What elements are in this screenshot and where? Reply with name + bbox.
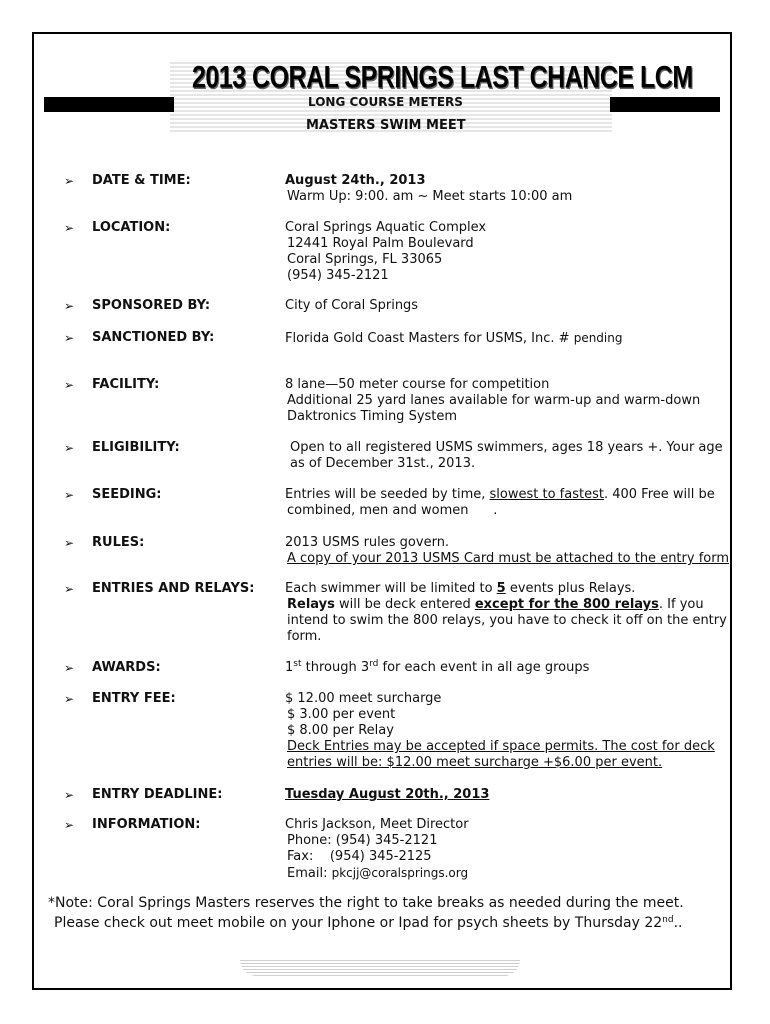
arrow-bullet-icon: ➢ xyxy=(64,818,75,832)
entries-text: events plus Relays. xyxy=(509,581,636,596)
section-label: SPONSORED BY: xyxy=(92,298,211,313)
relays-exception: except for the 800 relays xyxy=(474,597,659,612)
arrow-bullet-icon: ➢ xyxy=(64,174,75,188)
section-value xyxy=(285,377,725,425)
section-label: LOCATION: xyxy=(92,220,171,235)
fee-deck-line: Deck Entries may be accepted if space permits. The cost for deck xyxy=(287,739,715,754)
fee-line: $ 8.00 per Relay xyxy=(287,723,394,738)
section-label: SANCTIONED BY: xyxy=(92,330,215,345)
arrow-bullet-icon: ➢ xyxy=(64,299,75,313)
rules-card-requirement: A copy of your 2013 USMS Card must be attached to the entry form xyxy=(287,551,730,566)
sponsor-text: City of Coral Springs xyxy=(285,298,419,313)
section-value xyxy=(285,691,725,771)
page-title: 2013 CORAL SPRINGS LAST CHANCE LCM xyxy=(192,60,693,95)
awards-sup: rd xyxy=(369,659,379,669)
decorative-swoosh xyxy=(240,960,520,976)
left-header-bar xyxy=(44,97,174,112)
section-value xyxy=(285,787,725,803)
arrow-bullet-icon: ➢ xyxy=(64,582,75,596)
entries-text: will be deck entered xyxy=(339,597,471,612)
arrow-bullet-icon: ➢ xyxy=(64,692,75,706)
entries-line: form. xyxy=(287,629,322,644)
sanction-pending: pending xyxy=(573,331,623,345)
sanction-text: Florida Gold Coast Masters for USMS, Inc. # xyxy=(285,331,570,346)
seeding-text: . 400 Free will be xyxy=(603,487,715,502)
rules-period: . xyxy=(729,551,734,566)
seeding-line: combined, men and women . xyxy=(287,503,498,518)
section-label: ENTRY DEADLINE: xyxy=(92,787,223,802)
section-value xyxy=(285,487,725,519)
section-value xyxy=(290,440,730,472)
warmup-text: Warm Up: 9:00. am ~ Meet starts 10:00 am xyxy=(287,189,573,204)
location-line: Coral Springs, FL 33065 xyxy=(287,252,443,267)
note-line: .. xyxy=(673,915,683,931)
awards-text: through 3 xyxy=(305,660,370,675)
arrow-bullet-icon: ➢ xyxy=(64,441,75,455)
section-value xyxy=(285,581,725,645)
facility-line: Additional 25 yard lanes available for warm-up and warm-down xyxy=(287,393,701,408)
entries-text: . If you xyxy=(658,597,704,612)
deadline-date: Tuesday August 20th., 2013 xyxy=(285,787,490,802)
info-phone: Phone: (954) 345-2121 xyxy=(287,833,438,848)
rules-line: 2013 USMS rules govern. xyxy=(285,535,450,550)
right-header-bar xyxy=(610,97,720,112)
subtitle-masters: MASTERS SWIM MEET xyxy=(306,118,466,133)
footer-note xyxy=(48,893,748,933)
section-label: FACILITY: xyxy=(92,377,160,392)
facility-line: Daktronics Timing System xyxy=(287,409,458,424)
seeding-text: Entries will be seeded by time, xyxy=(285,487,486,502)
entries-text: Each swimmer will be limited to xyxy=(285,581,493,596)
entries-line: intend to swim the 800 relays, you have to check it off on the entry xyxy=(287,613,727,628)
fee-deck-line: entries will be: $12.00 meet surcharge +$6.00 per event. xyxy=(287,755,663,770)
subtitle-long-course: LONG COURSE METERS xyxy=(308,95,463,109)
info-line: Chris Jackson, Meet Director xyxy=(285,817,469,832)
section-label: INFORMATION: xyxy=(92,817,201,832)
fee-line: $ 3.00 per event xyxy=(287,707,396,722)
section-value xyxy=(285,220,725,284)
awards-text: 1 xyxy=(285,660,294,675)
location-line: (954) 345-2121 xyxy=(287,268,389,283)
section-label: DATE & TIME: xyxy=(92,173,191,188)
section-value xyxy=(285,173,725,205)
awards-sup: st xyxy=(293,659,302,669)
section-value xyxy=(285,817,725,882)
location-line: 12441 Royal Palm Boulevard xyxy=(287,236,474,251)
facility-line: 8 lane—50 meter course for competition xyxy=(285,377,550,392)
arrow-bullet-icon: ➢ xyxy=(64,221,75,235)
section-value xyxy=(285,535,734,567)
arrow-bullet-icon: ➢ xyxy=(64,661,75,675)
arrow-bullet-icon: ➢ xyxy=(64,331,75,345)
seeding-order: slowest to fastest xyxy=(489,487,604,502)
info-email[interactable]: pkcjj@coralsprings.org xyxy=(331,866,469,880)
relays-word: Relays xyxy=(287,597,335,612)
location-line: Coral Springs Aquatic Complex xyxy=(285,220,487,235)
info-fax: Fax: (954) 345-2125 xyxy=(287,849,432,864)
arrow-bullet-icon: ➢ xyxy=(64,788,75,802)
section-value xyxy=(285,330,725,347)
section-value xyxy=(285,298,725,314)
arrow-bullet-icon: ➢ xyxy=(64,378,75,392)
entries-limit: 5 xyxy=(496,581,506,596)
eligibility-line: Open to all registered USMS swimmers, ages 18 years +. Your age xyxy=(290,440,723,455)
note-line: Please check out meet mobile on your Iphone or Ipad for psych sheets by Thursday 22 xyxy=(54,915,663,931)
awards-text: for each event in all age groups xyxy=(382,660,590,675)
arrow-bullet-icon: ➢ xyxy=(64,488,75,502)
info-email-label: Email: xyxy=(287,866,328,881)
fee-line: $ 12.00 meet surcharge xyxy=(285,691,442,706)
section-label: AWARDS: xyxy=(92,660,161,675)
date-text: August 24th., 2013 xyxy=(285,173,426,188)
note-sup: nd xyxy=(662,915,674,925)
eligibility-line: as of December 31st., 2013. xyxy=(290,456,476,471)
arrow-bullet-icon: ➢ xyxy=(64,536,75,550)
section-label: RULES: xyxy=(92,535,145,550)
section-label: ENTRY FEE: xyxy=(92,691,176,706)
section-label: SEEDING: xyxy=(92,487,162,502)
section-label: ELIGIBILITY: xyxy=(92,440,180,455)
section-value xyxy=(285,660,725,676)
section-label: ENTRIES AND RELAYS: xyxy=(92,581,255,596)
note-line: *Note: Coral Springs Masters reserves the right to take breaks as needed during the meet. xyxy=(48,895,684,911)
